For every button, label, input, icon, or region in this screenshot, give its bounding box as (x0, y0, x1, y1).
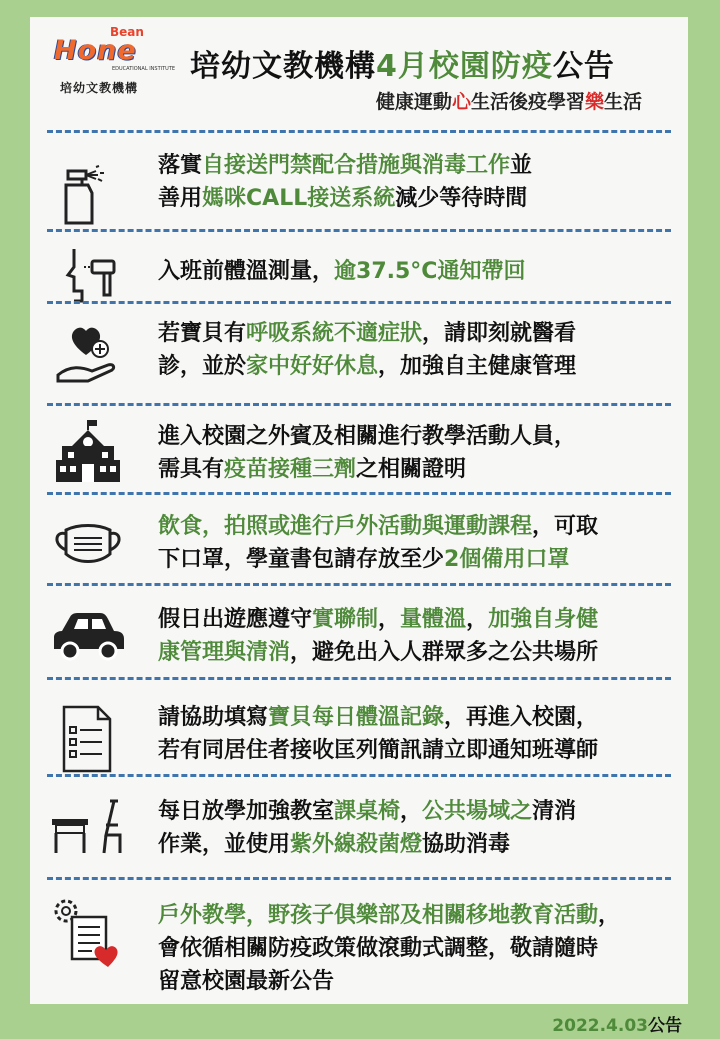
item-text (158, 795, 576, 861)
body-text: 需具有 (158, 457, 225, 482)
body-text: 清消 (532, 799, 577, 824)
subtitle-a: 健康運動 (375, 91, 452, 113)
item-text-line (158, 899, 620, 932)
face-mask-icon (48, 508, 128, 578)
body-text: 每日放學加強教室 (158, 799, 335, 824)
item-text-line (158, 255, 525, 288)
body-text: 落實 (158, 153, 203, 178)
highlight-text: 飲食，拍照或進行戶外活動與運動課程 (158, 514, 533, 539)
divider (47, 877, 671, 880)
body-text: 並 (510, 153, 533, 178)
spray-bottle-icon (48, 157, 128, 227)
body-text: 診，並於 (158, 354, 247, 379)
page-title (190, 41, 615, 85)
body-text: 入班前體溫測量， (158, 259, 335, 284)
body-text: 之相關證明 (356, 457, 467, 482)
item-text-line (158, 734, 598, 767)
highlight-text: 加強自身健 (488, 607, 599, 632)
item-text-line (158, 350, 576, 383)
divider (47, 229, 671, 232)
subtitle-b: 心 (451, 91, 471, 113)
highlight-text: 課桌椅 (334, 799, 401, 824)
body-text: 若寶貝有 (158, 321, 247, 346)
car-icon (48, 599, 128, 669)
item-text-line (158, 701, 598, 734)
body-text: ， (400, 799, 423, 824)
body-text: ， (378, 607, 401, 632)
title-suffix: 公告 (552, 49, 615, 84)
body-text: 減少等待時間 (395, 186, 528, 211)
title-org: 培幼文教機構 (190, 49, 376, 84)
body-text: 協助消毒 (422, 832, 511, 857)
body-text: 留意校園最新公告 (158, 969, 335, 994)
item-text-line (158, 965, 620, 998)
footer-label: 公告 (648, 1016, 682, 1036)
body-text: ，加強自主健康管理 (378, 354, 577, 379)
item-text-line (158, 182, 532, 215)
logo-brand-top: Bean (110, 25, 144, 39)
item-text-line (158, 636, 598, 669)
item-text-line (158, 795, 576, 828)
divider (47, 492, 671, 495)
item-text (158, 899, 620, 998)
logo-tagline: EDUCATIONAL INSTITUTE (112, 66, 176, 72)
body-text: 請協助填寫 (158, 705, 269, 730)
item-text (158, 255, 525, 288)
body-text: 作業，並使用 (158, 832, 291, 857)
divider (47, 301, 671, 304)
item-text-line (158, 828, 576, 861)
body-text: 假日出遊應遵守 (158, 607, 313, 632)
highlight-text: 自接送門禁配合措施與消毒工作 (202, 153, 511, 178)
item-text-line (158, 510, 598, 543)
highlight-text: 實聯制 (312, 607, 379, 632)
heart-hand-icon (48, 319, 128, 389)
divider (47, 774, 671, 777)
body-text: 下口罩，學童書包請存放至少 (158, 547, 445, 572)
policy-settings-icon (48, 897, 128, 967)
divider (47, 130, 671, 133)
subtitle-c: 生活後疫學習 (470, 91, 585, 113)
subtitle-e: 生活 (603, 91, 642, 113)
item-text-line (158, 603, 598, 636)
highlight-text: 寶貝每日體溫記錄 (268, 705, 445, 730)
highlight-text: 疫苗接種三劑 (224, 457, 357, 482)
item-text (158, 603, 598, 669)
item-text-line (158, 543, 598, 576)
highlight-text: 紫外線殺菌燈 (290, 832, 423, 857)
highlight-text: 媽咪CALL接送系統 (202, 186, 396, 211)
desk-chair-icon (48, 795, 128, 865)
highlight-text: 逾37.5°C通知帶回 (334, 259, 526, 284)
item-text (158, 149, 532, 215)
footer-date-value: 2022.4.03 (552, 1016, 648, 1036)
highlight-text: 家中好好休息 (246, 354, 379, 379)
highlight-text: 康管理與清消 (158, 640, 291, 665)
logo-brand: Hone (54, 35, 137, 66)
divider (47, 583, 671, 586)
item-text (158, 510, 598, 576)
item-text-line (158, 149, 532, 182)
title-highlight: 4月校園防疫 (376, 49, 553, 84)
body-text: ， (466, 607, 489, 632)
item-text-line (158, 453, 576, 486)
logo-subtitle: 培幼文教機構 (60, 81, 139, 95)
body-text: ，避免出入人群眾多之公共場所 (290, 640, 599, 665)
item-text (158, 317, 576, 383)
item-text (158, 420, 576, 486)
logo (50, 25, 180, 97)
body-text: ，可取 (532, 514, 599, 539)
body-text: 若有同居住者接收匡列簡訊請立即通知班導師 (158, 738, 599, 763)
body-text: ， (598, 903, 621, 928)
header (30, 17, 688, 127)
highlight-text: 呼吸系統不適症狀 (246, 321, 423, 346)
page-subtitle (376, 87, 642, 114)
item-text-line (158, 420, 576, 453)
body-text: 善用 (158, 186, 203, 211)
body-text: 進入校園之外賓及相關進行教學活動人員， (158, 424, 577, 449)
body-text: 會依循相關防疫政策做滾動式調整，敬請隨時 (158, 936, 599, 961)
body-text: ，再進入校園， (444, 705, 599, 730)
announcement-card (30, 17, 688, 1036)
body-text: ，請即刻就醫看 (422, 321, 577, 346)
school-icon (48, 420, 128, 490)
highlight-text: 量體溫 (400, 607, 467, 632)
highlight-text: 公共場域之 (422, 799, 533, 824)
checklist-icon (48, 703, 128, 773)
footer-date (552, 1011, 682, 1036)
highlight-text: 2個備用口罩 (444, 547, 570, 572)
subtitle-d: 樂 (584, 91, 604, 113)
item-text (158, 701, 598, 767)
divider (47, 403, 671, 406)
divider (47, 677, 671, 680)
item-text-line (158, 317, 576, 350)
highlight-text: 戶外教學，野孩子俱樂部及相關移地教育活動 (158, 903, 599, 928)
item-text-line (158, 932, 620, 965)
